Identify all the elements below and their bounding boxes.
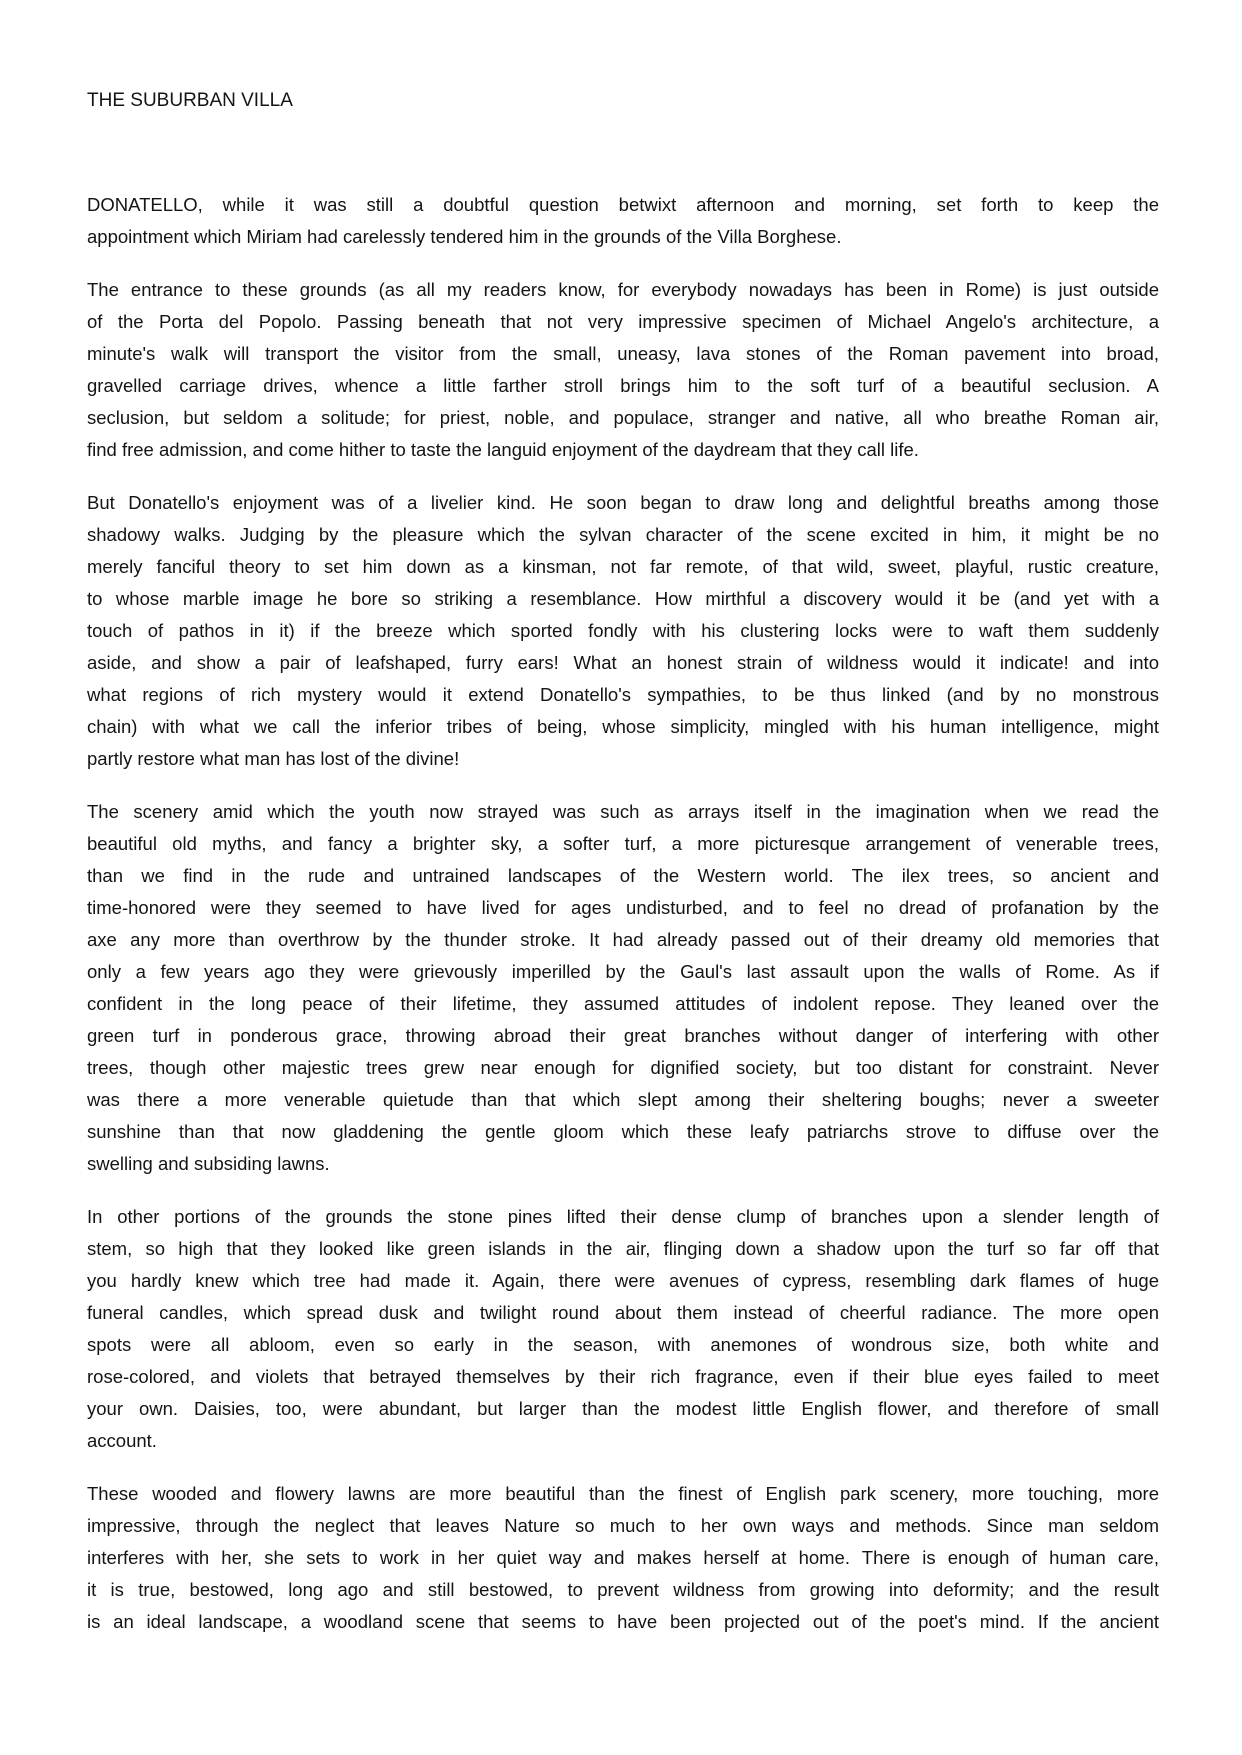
paragraph-line: of the Porta del Popolo. Passing beneath that not very impressive specimen of Michael Angelo's architecture, a <box>87 311 1159 332</box>
paragraph-line: funeral candles, which spread dusk and twilight round about them instead of cheerful radiance. The more open <box>87 1302 1159 1323</box>
paragraph-line: beautiful old myths, and fancy a brighter sky, a softer turf, a more picturesque arrangement of venerable trees, <box>87 833 1159 854</box>
paragraph-line: was there a more venerable quietude than that which slept among their sheltering boughs; never a sweeter <box>87 1089 1159 1110</box>
paragraph <box>87 796 1159 1180</box>
paragraph-line: The entrance to these grounds (as all my readers know, for everybody nowadays has been in Rome) is just outside <box>87 279 1159 300</box>
paragraph <box>87 1478 1159 1638</box>
paragraph-line: sunshine than that now gladdening the gentle gloom which these leafy patriarchs strove to diffuse over the <box>87 1121 1159 1142</box>
chapter-title: THE SUBURBAN VILLA <box>87 90 293 111</box>
paragraph-line: These wooded and flowery lawns are more beautiful than the finest of English park scenery, more touching, more <box>87 1483 1159 1504</box>
paragraph-line: In other portions of the grounds the stone pines lifted their dense clump of branches upon a slender length of <box>87 1206 1159 1227</box>
paragraph-line: DONATELLO, while it was still a doubtful question betwixt afternoon and morning, set forth to keep the <box>87 194 1159 215</box>
paragraph <box>87 1201 1159 1457</box>
paragraph-line: it is true, bestowed, long ago and still bestowed, to prevent wildness from growing into deformity; and the result <box>87 1579 1159 1600</box>
paragraph-line: impressive, through the neglect that leaves Nature so much to her own ways and methods. Since man seldom <box>87 1515 1159 1536</box>
paragraph-line: touch of pathos in it) if the breeze which sported fondly with his clustering locks were to waft them suddenly <box>87 620 1159 641</box>
paragraph-line: confident in the long peace of their lifetime, they assumed attitudes of indolent repose. They leaned over the <box>87 993 1159 1014</box>
paragraph-line: than we find in the rude and untrained landscapes of the Western world. The ilex trees, so ancient and <box>87 865 1159 886</box>
paragraph-line: find free admission, and come hither to taste the languid enjoyment of the daydream that they call life. <box>87 439 919 460</box>
paragraph-line: time-honored were they seemed to have lived for ages undisturbed, and to feel no dread of profanation by the <box>87 897 1159 918</box>
paragraph-line: chain) with what we call the inferior tribes of being, whose simplicity, mingled with his human intelligence, might <box>87 716 1159 737</box>
paragraph-line: stem, so high that they looked like green islands in the air, flinging down a shadow upon the turf so far off that <box>87 1238 1159 1259</box>
paragraph-line: appointment which Miriam had carelessly tendered him in the grounds of the Villa Borghese. <box>87 226 842 247</box>
paragraph-line: But Donatello's enjoyment was of a livelier kind. He soon began to draw long and delightful breaths among those <box>87 492 1159 513</box>
paragraph-line: rose-colored, and violets that betrayed themselves by their rich fragrance, even if their blue eyes failed to meet <box>87 1366 1159 1387</box>
paragraph-line: spots were all abloom, even so early in the season, with anemones of wondrous size, both white and <box>87 1334 1159 1355</box>
paragraph <box>87 487 1159 775</box>
paragraph-line: your own. Daisies, too, were abundant, but larger than the modest little English flower, and therefore of small <box>87 1398 1159 1419</box>
body-text <box>87 189 1159 1659</box>
paragraph <box>87 189 1159 253</box>
paragraph-line: is an ideal landscape, a woodland scene that seems to have been projected out of the poet's mind. If the ancient <box>87 1611 1159 1632</box>
paragraph-line: only a few years ago they were grievously imperilled by the Gaul's last assault upon the walls of Rome. As if <box>87 961 1159 982</box>
paragraph-line: gravelled carriage drives, whence a little farther stroll brings him to the soft turf of a beautiful seclusion. A <box>87 375 1159 396</box>
paragraph-line: swelling and subsiding lawns. <box>87 1153 330 1174</box>
paragraph-line: trees, though other majestic trees grew near enough for dignified society, but too distant for constraint. Never <box>87 1057 1159 1078</box>
paragraph-line: what regions of rich mystery would it extend Donatello's sympathies, to be thus linked (and by no monstrous <box>87 684 1159 705</box>
paragraph-line: aside, and show a pair of leafshaped, furry ears! What an honest strain of wildness would it indicate! and into <box>87 652 1159 673</box>
paragraph-line: to whose marble image he bore so striking a resemblance. How mirthful a discovery would it be (and yet with a <box>87 588 1159 609</box>
paragraph-line: merely fanciful theory to set him down as a kinsman, not far remote, of that wild, sweet, playful, rustic creature, <box>87 556 1159 577</box>
paragraph-line: axe any more than overthrow by the thunder stroke. It had already passed out of their dreamy old memories that <box>87 929 1159 950</box>
paragraph-line: seclusion, but seldom a solitude; for priest, noble, and populace, stranger and native, all who breathe Roman air, <box>87 407 1159 428</box>
paragraph-line: green turf in ponderous grace, throwing abroad their great branches without danger of interfering with other <box>87 1025 1159 1046</box>
paragraph <box>87 274 1159 466</box>
paragraph-line: shadowy walks. Judging by the pleasure which the sylvan character of the scene excited in him, it might be no <box>87 524 1159 545</box>
paragraph-line: The scenery amid which the youth now strayed was such as arrays itself in the imagination when we read the <box>87 801 1159 822</box>
paragraph-line: you hardly knew which tree had made it. Again, there were avenues of cypress, resembling dark flames of huge <box>87 1270 1159 1291</box>
paragraph-line: account. <box>87 1430 157 1451</box>
paragraph-line: interferes with her, she sets to work in her quiet way and makes herself at home. There is enough of human care, <box>87 1547 1159 1568</box>
paragraph-line: minute's walk will transport the visitor from the small, uneasy, lava stones of the Roman pavement into broad, <box>87 343 1159 364</box>
paragraph-line: partly restore what man has lost of the divine! <box>87 748 460 769</box>
